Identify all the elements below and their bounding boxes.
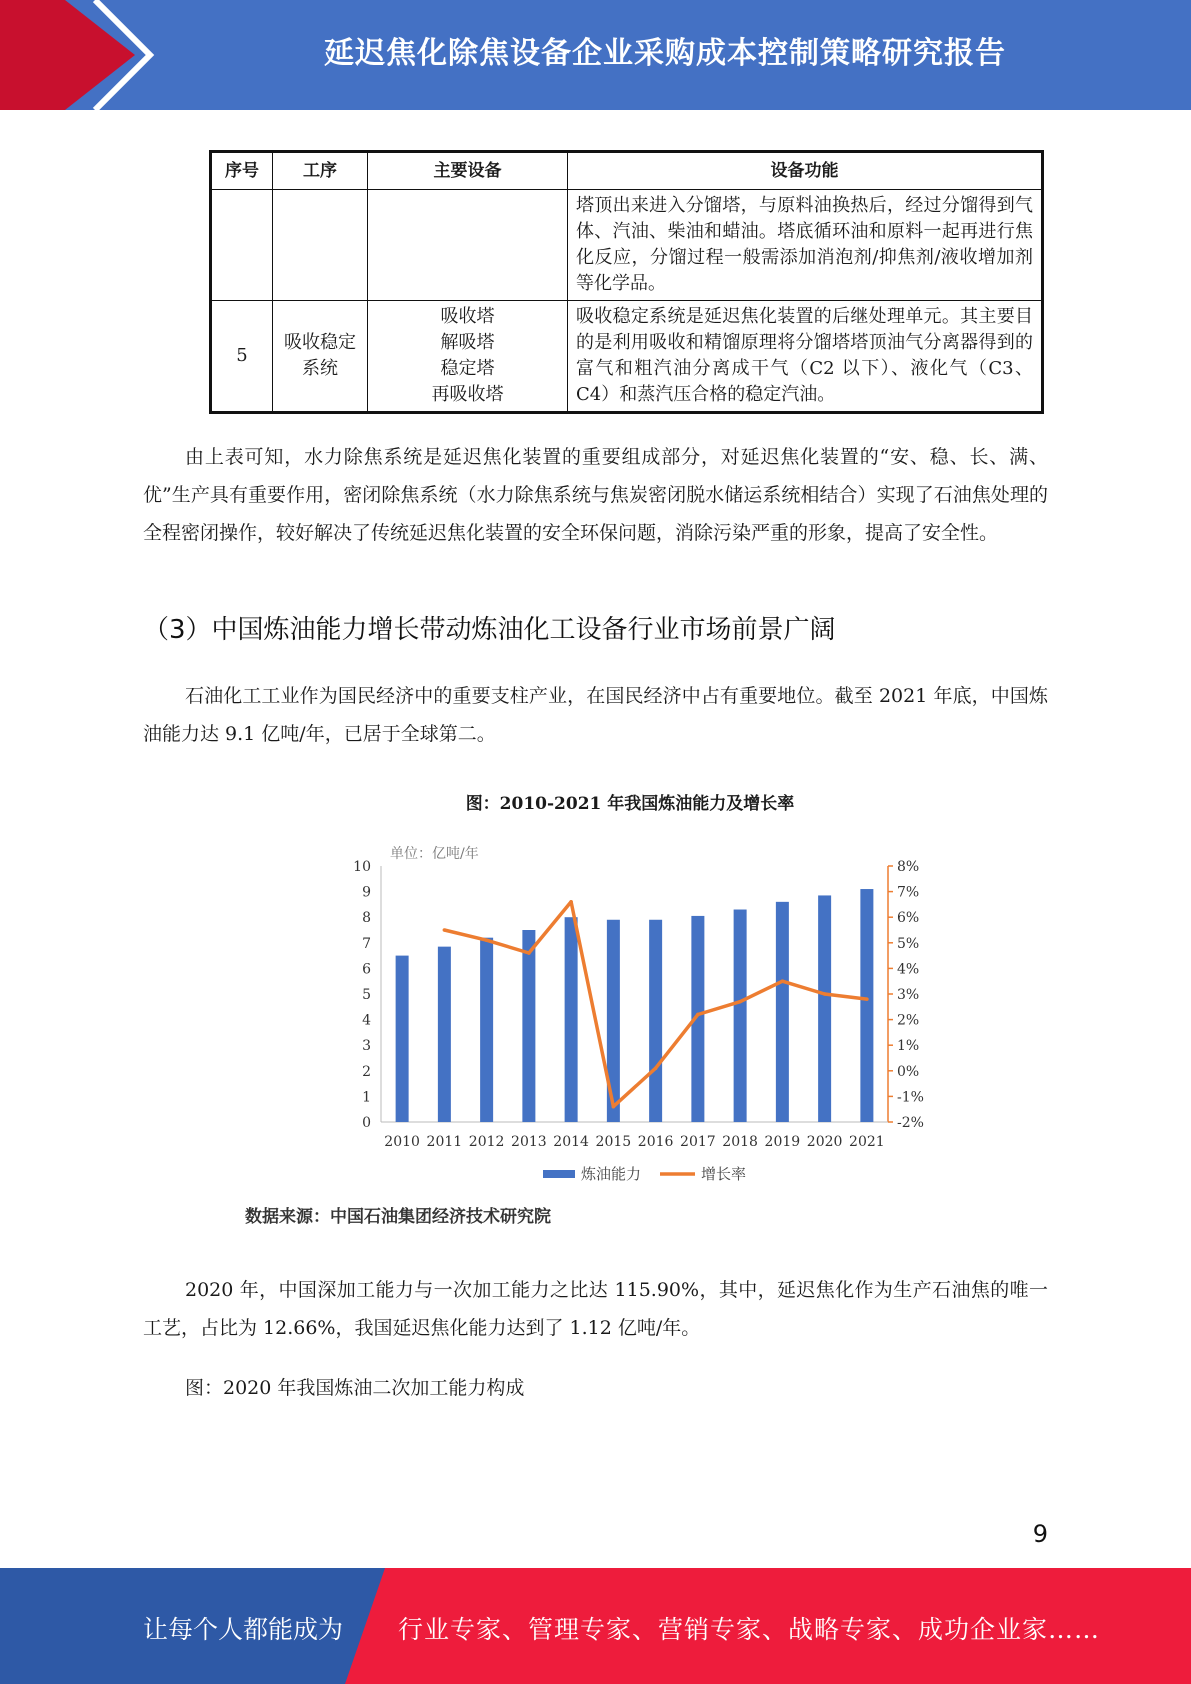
growth-point-2021 bbox=[865, 997, 869, 1001]
page-number: 9 bbox=[1032, 1520, 1048, 1548]
report-title: 延迟焦化除焦设备企业采购成本控制策略研究报告 bbox=[324, 36, 1006, 71]
right-axis-tick-label: -1% bbox=[897, 1089, 924, 1106]
growth-point-2013 bbox=[527, 951, 531, 955]
growth-point-2015 bbox=[612, 1105, 616, 1109]
growth-point-2014 bbox=[569, 900, 573, 904]
table-header-cell: 序号 bbox=[211, 152, 273, 190]
x-axis-tick-label: 2013 bbox=[511, 1134, 547, 1150]
right-axis-tick-label: 7% bbox=[897, 884, 920, 901]
right-axis-tick-label: 0% bbox=[897, 1063, 920, 1080]
table-row bbox=[211, 190, 1043, 301]
bar-2012 bbox=[480, 938, 493, 1122]
x-axis-tick-label: 2019 bbox=[764, 1134, 801, 1150]
table-cell bbox=[273, 190, 368, 301]
right-axis-tick-label: 2% bbox=[897, 1012, 920, 1029]
table-cell-equipment bbox=[368, 301, 568, 413]
growth-point-2020 bbox=[823, 992, 827, 996]
bar-2013 bbox=[522, 930, 535, 1122]
left-axis-tick-label: 9 bbox=[362, 884, 371, 901]
figure-caption: 图：2020 年我国炼油二次加工能力构成 bbox=[185, 1377, 525, 1399]
bar-2016 bbox=[649, 920, 662, 1122]
legend-bar-label: 炼油能力 bbox=[581, 1165, 642, 1183]
left-axis-tick-label: 6 bbox=[362, 961, 371, 978]
left-axis-tick-label: 7 bbox=[362, 935, 371, 952]
paragraph: 石油化工工业作为国民经济中的重要支柱产业，在国民经济中占有重要地位。截至 2021 年底，中国炼油能力达 9.1 亿吨/年，已居于全球第二。 bbox=[143, 685, 1048, 745]
growth-point-2019 bbox=[781, 979, 785, 983]
equipment-item: 稳定塔 bbox=[440, 358, 495, 379]
table-header-cell: 主要设备 bbox=[368, 152, 568, 190]
equipment-table bbox=[209, 150, 1044, 414]
right-axis-tick-label: 6% bbox=[897, 910, 920, 927]
bar-2010 bbox=[396, 956, 409, 1122]
equipment-item: 解吸塔 bbox=[440, 332, 495, 353]
bar-2018 bbox=[734, 910, 747, 1122]
right-axis-tick-label: 3% bbox=[897, 987, 920, 1003]
table-row bbox=[211, 301, 1043, 413]
left-axis-tick-label: 10 bbox=[353, 859, 371, 875]
x-axis-tick-label: 2016 bbox=[637, 1134, 674, 1150]
table-header-row bbox=[211, 152, 1043, 190]
refining-capacity-chart bbox=[330, 840, 930, 1192]
legend-bar-swatch bbox=[543, 1170, 575, 1178]
paragraph: 由上表可知，水力除焦系统是延迟焦化装置的重要组成部分，对延迟焦化装置的“安、稳、长、满、优”生产具有重要作用，密闭除焦系统（水力除焦系统与焦炭密闭脱水储运系统相结合）实现了石油焦处理的全程密闭操作，较好解决了传统延迟焦化装置的安全环保问题，消除污染严重的形象，提高了安全性。 bbox=[143, 446, 1048, 544]
table-cell-process: 吸收稳定系统 bbox=[273, 301, 368, 413]
equipment-item: 再吸收塔 bbox=[431, 384, 504, 405]
bar-2021 bbox=[860, 889, 873, 1122]
chart-title: 图：2010-2021 年我国炼油能力及增长率 bbox=[465, 794, 795, 814]
footer-slogan: 让每个人都能成为 bbox=[143, 1615, 344, 1644]
table-cell-number: 5 bbox=[211, 301, 273, 413]
left-axis-tick-label: 8 bbox=[362, 910, 371, 927]
x-axis-tick-label: 2011 bbox=[426, 1134, 463, 1150]
header-banner bbox=[0, 0, 1191, 110]
chart-source: 数据来源：中国石油集团经济技术研究院 bbox=[245, 1207, 551, 1227]
growth-point-2018 bbox=[738, 1000, 742, 1004]
x-axis-tick-label: 2018 bbox=[722, 1134, 758, 1150]
legend-line-label: 增长率 bbox=[701, 1165, 747, 1183]
table-cell-function: 吸收稳定系统是延迟焦化装置的后继处理单元。其主要目的是利用吸收和精馏原理将分馏塔塔顶油气分离器得到的富气和粗汽油分离成干气（C2 以下）、液化气（C3、C4）和蒸汽压合格的稳定汽油。 bbox=[568, 301, 1043, 413]
x-axis-tick-label: 2021 bbox=[849, 1134, 885, 1150]
footer-banner bbox=[0, 1568, 1191, 1684]
chart-unit-label: 单位：亿吨/年 bbox=[390, 846, 479, 862]
right-axis-tick-label: -2% bbox=[897, 1115, 924, 1131]
left-axis-tick-label: 3 bbox=[362, 1038, 371, 1055]
growth-point-2012 bbox=[485, 938, 489, 942]
right-axis-tick-label: 1% bbox=[897, 1038, 920, 1055]
x-axis-tick-label: 2014 bbox=[553, 1134, 589, 1150]
bar-2014 bbox=[565, 917, 578, 1122]
x-axis-tick-label: 2020 bbox=[806, 1134, 843, 1150]
left-axis-tick-label: 2 bbox=[362, 1063, 371, 1080]
table-header-cell: 设备功能 bbox=[568, 152, 1043, 190]
paragraph: 2020 年，中国深加工能力与一次加工能力之比达 115.90%，其中，延迟焦化作为生产石油焦的唯一工艺，占比为 12.66%，我国延迟焦化能力达到了 1.12 亿吨/年。 bbox=[143, 1279, 1048, 1339]
bar-2019 bbox=[776, 902, 789, 1122]
equipment-item: 吸收塔 bbox=[440, 306, 495, 327]
x-axis-tick-label: 2010 bbox=[384, 1134, 420, 1150]
right-axis-tick-label: 8% bbox=[897, 859, 920, 875]
x-axis-tick-label: 2015 bbox=[595, 1134, 632, 1150]
footer-roles: 行业专家、管理专家、营销专家、战略专家、成功企业家…… bbox=[398, 1615, 1101, 1644]
left-axis-tick-label: 0 bbox=[362, 1115, 371, 1131]
x-axis-tick-label: 2017 bbox=[680, 1134, 716, 1150]
table-cell bbox=[211, 190, 273, 301]
table-header-cell: 工序 bbox=[273, 152, 368, 190]
left-axis-tick-label: 1 bbox=[362, 1089, 371, 1106]
section-heading: （3）中国炼油能力增长带动炼油化工设备行业市场前景广阔 bbox=[143, 615, 836, 645]
bar-2011 bbox=[438, 947, 451, 1122]
table-cell bbox=[368, 190, 568, 301]
right-axis-tick-label: 5% bbox=[897, 935, 920, 952]
right-axis-tick-label: 4% bbox=[897, 961, 920, 978]
left-axis-tick-label: 4 bbox=[362, 1012, 371, 1029]
bar-2020 bbox=[818, 895, 831, 1122]
table-cell-function: 塔顶出来进入分馏塔，与原料油换热后，经过分馏得到气体、汽油、柴油和蜡油。塔底循环油和原料一起再进行焦化反应，分馏过程一般需添加消泡剂/抑焦剂/液收增加剂等化学品。 bbox=[568, 190, 1043, 301]
growth-point-2017 bbox=[696, 1013, 700, 1017]
left-axis-tick-label: 5 bbox=[362, 987, 371, 1003]
growth-point-2011 bbox=[443, 928, 447, 932]
x-axis-tick-label: 2012 bbox=[468, 1134, 505, 1150]
growth-point-2016 bbox=[654, 1066, 658, 1070]
